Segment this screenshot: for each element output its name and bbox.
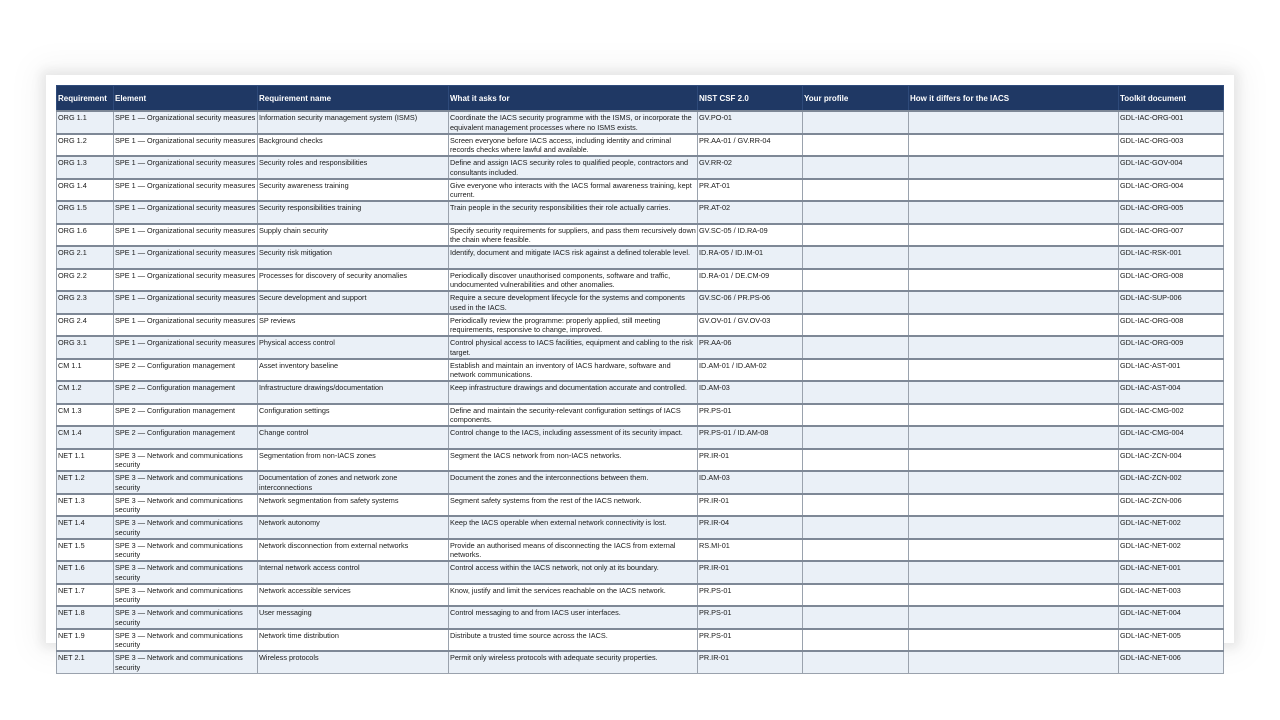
cell-your-profile[interactable] (803, 224, 909, 247)
cell-what-it-asks-for: Coordinate the IACS security programme with the ISMS, or incorporate the equivalent management processes where no ISMS exists. (449, 111, 698, 134)
header-what-it-asks-for: What it asks for (449, 86, 698, 112)
cell-requirement: NET 1.5 (57, 539, 114, 562)
table-row (57, 201, 1224, 224)
requirements-table (56, 85, 1224, 674)
table-row (57, 471, 1224, 494)
cell-requirement: ORG 2.4 (57, 314, 114, 337)
cell-toolkit-document: GDL-IAC-SUP-006 (1119, 291, 1224, 314)
table-row (57, 291, 1224, 314)
cell-element: SPE 2 — Configuration management (114, 359, 258, 382)
cell-nist-csf: PR.PS-01 (698, 606, 803, 629)
cell-element: SPE 1 — Organizational security measures (114, 314, 258, 337)
cell-toolkit-document: GDL-IAC-NET-002 (1119, 516, 1224, 539)
cell-how-it-differs[interactable] (909, 359, 1119, 382)
cell-what-it-asks-for: Require a secure development lifecycle for the systems and components used in the IACS. (449, 291, 698, 314)
cell-toolkit-document: GDL-IAC-ORG-004 (1119, 179, 1224, 202)
cell-what-it-asks-for: Define and maintain the security-relevant configuration settings of IACS components. (449, 404, 698, 427)
cell-requirement: ORG 1.5 (57, 201, 114, 224)
cell-nist-csf: ID.RA-05 / ID.IM-01 (698, 246, 803, 269)
cell-element: SPE 1 — Organizational security measures (114, 336, 258, 359)
cell-your-profile[interactable] (803, 179, 909, 202)
cell-requirement-name: Security responsibilities training (258, 201, 449, 224)
table-row (57, 629, 1224, 652)
cell-your-profile[interactable] (803, 111, 909, 134)
cell-what-it-asks-for: Document the zones and the interconnections between them. (449, 471, 698, 494)
table-row (57, 246, 1224, 269)
cell-your-profile[interactable] (803, 269, 909, 292)
cell-how-it-differs[interactable] (909, 381, 1119, 404)
cell-requirement-name: Internal network access control (258, 561, 449, 584)
cell-your-profile[interactable] (803, 404, 909, 427)
cell-your-profile[interactable] (803, 336, 909, 359)
table-row (57, 426, 1224, 449)
cell-how-it-differs[interactable] (909, 494, 1119, 517)
cell-toolkit-document: GDL-IAC-CMG-002 (1119, 404, 1224, 427)
table-row (57, 314, 1224, 337)
cell-your-profile[interactable] (803, 629, 909, 652)
cell-requirement-name: Security awareness training (258, 179, 449, 202)
cell-requirement-name: Physical access control (258, 336, 449, 359)
cell-toolkit-document: GDL-IAC-NET-004 (1119, 606, 1224, 629)
document-sheet (46, 75, 1234, 672)
header-nist-csf: NIST CSF 2.0 (698, 86, 803, 112)
cell-how-it-differs[interactable] (909, 561, 1119, 584)
cell-requirement: NET 1.7 (57, 584, 114, 607)
cell-requirement-name: SP reviews (258, 314, 449, 337)
cell-how-it-differs[interactable] (909, 471, 1119, 494)
cell-nist-csf: GV.SC-05 / ID.RA-09 (698, 224, 803, 247)
cell-how-it-differs[interactable] (909, 584, 1119, 607)
cell-nist-csf: GV.PO-01 (698, 111, 803, 134)
cell-requirement: NET 1.4 (57, 516, 114, 539)
cell-what-it-asks-for: Specify security requirements for suppliers, and pass them recursively down the chain where feasible. (450, 225, 696, 244)
cell-your-profile[interactable] (803, 381, 909, 404)
cell-what-it-asks-for: Periodically review the programme: properly applied, still meeting requirements, responsive to change, improved. (449, 314, 698, 337)
cell-nist-csf: PR.IR-01 (698, 449, 803, 472)
cell-nist-csf: GV.SC-06 / PR.PS-06 (698, 291, 803, 314)
cell-toolkit-document: GDL-IAC-ORG-008 (1119, 314, 1224, 337)
cell-your-profile[interactable] (803, 561, 909, 584)
cell-your-profile[interactable] (803, 584, 909, 607)
cell-toolkit-document: GDL-IAC-ORG-005 (1119, 201, 1224, 224)
cell-nist-csf: ID.AM-01 / ID.AM-02 (698, 359, 803, 382)
cell-your-profile[interactable] (803, 201, 909, 224)
cell-toolkit-document: GDL-IAC-NET-002 (1119, 539, 1224, 562)
cell-element: SPE 3 — Network and communications security (114, 539, 258, 562)
cell-how-it-differs[interactable] (909, 291, 1119, 314)
cell-requirement: ORG 1.2 (57, 134, 114, 157)
header-requirement-name: Requirement name (258, 86, 449, 112)
cell-toolkit-document: GDL-IAC-NET-006 (1119, 651, 1224, 673)
cell-how-it-differs[interactable] (909, 156, 1119, 179)
cell-what-it-asks-for: Train people in the security responsibilities their role actually carries. (449, 201, 698, 224)
cell-element: SPE 1 — Organizational security measures (114, 134, 258, 157)
cell-requirement-name: Secure development and support (258, 291, 449, 314)
cell-your-profile[interactable] (803, 494, 909, 517)
header-toolkit-document: Toolkit document (1119, 86, 1224, 112)
cell-nist-csf: ID.AM-03 (698, 381, 803, 404)
cell-your-profile[interactable] (803, 539, 909, 562)
cell-toolkit-document: GDL-IAC-ORG-008 (1119, 269, 1224, 292)
cell-requirement: ORG 2.2 (57, 269, 114, 292)
cell-toolkit-document: GDL-IAC-NET-005 (1119, 629, 1224, 652)
table-header (57, 86, 1224, 112)
cell-what-it-asks-for: Control messaging to and from IACS user interfaces. (449, 606, 698, 629)
cell-requirement: ORG 3.1 (57, 336, 114, 359)
cell-element: SPE 3 — Network and communications security (114, 471, 258, 494)
cell-requirement-name: Network time distribution (258, 629, 449, 652)
cell-nist-csf: PR.AT-01 (698, 179, 803, 202)
cell-requirement-name: Network accessible services (258, 584, 449, 607)
table-row (57, 156, 1224, 179)
cell-what-it-asks-for: Periodically discover unauthorised components, software and traffic, undocumented vulnerabilities and other anomalies. (449, 269, 698, 292)
cell-toolkit-document: GDL-IAC-ORG-003 (1119, 134, 1224, 157)
header-requirement: Requirement (57, 86, 114, 112)
cell-your-profile[interactable] (803, 651, 909, 673)
cell-toolkit-document: GDL-IAC-GOV-004 (1119, 156, 1224, 179)
table-row (57, 584, 1224, 607)
table-row (57, 606, 1224, 629)
cell-element: SPE 2 — Configuration management (114, 404, 258, 427)
cell-requirement: CM 1.1 (57, 359, 114, 382)
cell-toolkit-document: GDL-IAC-ZCN-004 (1119, 449, 1224, 472)
table-row (57, 539, 1224, 562)
table-row (57, 404, 1224, 427)
cell-nist-csf: ID.AM-03 (698, 471, 803, 494)
table-row (57, 134, 1224, 157)
cell-nist-csf: PR.IR-01 (698, 494, 803, 517)
cell-how-it-differs[interactable] (909, 224, 1119, 247)
cell-requirement: NET 1.6 (57, 561, 114, 584)
cell-element: SPE 3 — Network and communications security (114, 629, 258, 652)
cell-toolkit-document: GDL-IAC-ZCN-002 (1119, 471, 1224, 494)
cell-element: SPE 3 — Network and communications security (114, 449, 258, 472)
cell-requirement-name: Change control (258, 426, 449, 449)
cell-requirement: NET 1.3 (57, 494, 114, 517)
cell-how-it-differs[interactable] (909, 539, 1119, 562)
cell-nist-csf: PR.PS-01 / ID.AM-08 (698, 426, 803, 449)
cell-toolkit-document: GDL-IAC-CMG-004 (1119, 426, 1224, 449)
cell-requirement: CM 1.2 (57, 381, 114, 404)
cell-nist-csf: PR.AA-01 / GV.RR-04 (698, 134, 803, 157)
cell-requirement: CM 1.3 (57, 404, 114, 427)
table-row (57, 359, 1224, 382)
table-row (57, 561, 1224, 584)
cell-requirement: ORG 1.4 (57, 179, 114, 202)
cell-requirement-name: Network segmentation from safety systems (258, 494, 449, 517)
cell-requirement: ORG 2.3 (57, 291, 114, 314)
cell-requirement-name: Network disconnection from external networks (258, 539, 449, 562)
cell-how-it-differs[interactable] (909, 426, 1119, 449)
cell-your-profile[interactable] (803, 314, 909, 337)
cell-your-profile[interactable] (803, 606, 909, 629)
cell-toolkit-document: GDL-IAC-AST-004 (1119, 381, 1224, 404)
cell-element: SPE 3 — Network and communications security (114, 561, 258, 584)
cell-nist-csf: ID.RA-01 / DE.CM-09 (698, 269, 803, 292)
table-body (57, 111, 1224, 673)
cell-your-profile[interactable] (803, 291, 909, 314)
cell-requirement: NET 2.1 (57, 651, 114, 673)
cell-what-it-asks-for: Segment the IACS network from non-IACS networks. (449, 449, 698, 472)
cell-how-it-differs[interactable] (909, 134, 1119, 157)
cell-how-it-differs[interactable] (909, 269, 1119, 292)
cell-requirement-name: Segmentation from non-IACS zones (258, 449, 449, 472)
cell-requirement: CM 1.4 (57, 426, 114, 449)
cell-what-it-asks-for: Screen everyone before IACS access, including identity and criminal records checks where lawful and available. (449, 134, 698, 157)
cell-your-profile[interactable] (803, 134, 909, 157)
cell-how-it-differs[interactable] (909, 651, 1119, 673)
cell-how-it-differs[interactable] (909, 336, 1119, 359)
cell-toolkit-document: GDL-IAC-NET-003 (1119, 584, 1224, 607)
cell-your-profile[interactable] (803, 516, 909, 539)
cell-requirement: ORG 1.1 (57, 111, 114, 134)
cell-your-profile[interactable] (803, 359, 909, 382)
header-your-profile: Your profile (803, 86, 909, 112)
cell-element: SPE 1 — Organizational security measures (114, 246, 258, 269)
cell-element: SPE 3 — Network and communications security (114, 606, 258, 629)
cell-toolkit-document: GDL-IAC-ORG-007 (1119, 224, 1224, 247)
cell-requirement: NET 1.8 (57, 606, 114, 629)
cell-toolkit-document: GDL-IAC-ZCN-006 (1119, 494, 1224, 517)
cell-what-it-asks-for: Keep infrastructure drawings and documentation accurate and controlled. (449, 381, 698, 404)
cell-nist-csf: PR.AT-02 (698, 201, 803, 224)
cell-requirement: NET 1.9 (57, 629, 114, 652)
table-row (57, 111, 1224, 134)
cell-how-it-differs[interactable] (909, 179, 1119, 202)
cell-element: SPE 1 — Organizational security measures (114, 224, 258, 247)
table-row (57, 651, 1224, 673)
cell-requirement-name: Network autonomy (258, 516, 449, 539)
cell-your-profile[interactable] (803, 426, 909, 449)
cell-element: SPE 2 — Configuration management (114, 426, 258, 449)
table-row (57, 449, 1224, 472)
cell-element: SPE 1 — Organizational security measures (114, 201, 258, 224)
header-row (57, 86, 1224, 112)
cell-nist-csf: PR.IR-01 (698, 561, 803, 584)
cell-element: SPE 1 — Organizational security measures (114, 156, 258, 179)
table-row (57, 224, 1224, 247)
cell-toolkit-document: GDL-IAC-NET-001 (1119, 561, 1224, 584)
cell-how-it-differs[interactable] (909, 404, 1119, 427)
cell-your-profile[interactable] (803, 246, 909, 269)
cell-what-it-asks-for: Keep the IACS operable when external network connectivity is lost. (449, 516, 698, 539)
cell-your-profile[interactable] (803, 449, 909, 472)
table-row (57, 269, 1224, 292)
cell-how-it-differs[interactable] (909, 516, 1119, 539)
cell-element: SPE 3 — Network and communications security (114, 516, 258, 539)
table-row (57, 336, 1224, 359)
table-row (57, 494, 1224, 517)
cell-nist-csf: PR.IR-01 (698, 651, 803, 673)
cell-what-it-asks-for: Permit only wireless protocols with adequate security properties. (449, 651, 698, 673)
cell-requirement-name: User messaging (258, 606, 449, 629)
header-element: Element (114, 86, 258, 112)
cell-requirement-name: Supply chain security (258, 224, 449, 247)
cell-toolkit-document: GDL-IAC-ORG-001 (1119, 111, 1224, 134)
cell-requirement-name: Security roles and responsibilities (258, 156, 449, 179)
cell-what-it-asks-for: Segment safety systems from the rest of the IACS network. (449, 494, 698, 517)
cell-element: SPE 2 — Configuration management (114, 381, 258, 404)
cell-element: SPE 3 — Network and communications security (114, 494, 258, 517)
cell-what-it-asks-for: Provide an authorised means of disconnecting the IACS from external networks. (449, 539, 698, 562)
cell-how-it-differs[interactable] (909, 629, 1119, 652)
cell-toolkit-document: GDL-IAC-AST-001 (1119, 359, 1224, 382)
cell-your-profile[interactable] (803, 471, 909, 494)
cell-nist-csf: GV.RR-02 (698, 156, 803, 179)
cell-element: SPE 1 — Organizational security measures (114, 291, 258, 314)
cell-what-it-asks-for: Control access within the IACS network, not only at its boundary. (449, 561, 698, 584)
cell-how-it-differs[interactable] (909, 314, 1119, 337)
cell-what-it-asks-for: Know, justify and limit the services reachable on the IACS network. (449, 584, 698, 607)
cell-requirement-name: Configuration settings (258, 404, 449, 427)
cell-nist-csf: PR.IR-04 (698, 516, 803, 539)
cell-what-it-asks-for: Identify, document and mitigate IACS risk against a defined tolerable level. (449, 246, 698, 269)
cell-requirement-name: Information security management system (ISMS) (258, 111, 449, 134)
cell-what-it-asks-for: Control physical access to IACS facilities, equipment and cabling to the risk target. (449, 336, 698, 359)
cell-nist-csf: PR.PS-01 (698, 584, 803, 607)
cell-how-it-differs[interactable] (909, 246, 1119, 269)
cell-what-it-asks-for: Define and assign IACS security roles to qualified people, contractors and consultants included. (449, 156, 698, 179)
table-row (57, 179, 1224, 202)
cell-how-it-differs[interactable] (909, 606, 1119, 629)
cell-requirement: ORG 1.6 (57, 224, 114, 247)
cell-element: SPE 1 — Organizational security measures (114, 269, 258, 292)
cell-requirement-name: Infrastructure drawings/documentation (258, 381, 449, 404)
cell-requirement-name: Processes for discovery of security anomalies (258, 269, 449, 292)
cell-element: SPE 3 — Network and communications security (114, 584, 258, 607)
cell-element: SPE 1 — Organizational security measures (114, 179, 258, 202)
cell-requirement: NET 1.1 (57, 449, 114, 472)
cell-how-it-differs[interactable] (909, 201, 1119, 224)
cell-what-it-asks-for: Give everyone who interacts with the IACS formal awareness training, kept current. (449, 179, 698, 202)
cell-what-it-asks-for: Establish and maintain an inventory of IACS hardware, software and network communications. (449, 359, 698, 382)
cell-your-profile[interactable] (803, 156, 909, 179)
header-how-it-differs: How it differs for the IACS (909, 86, 1119, 112)
cell-how-it-differs[interactable] (909, 111, 1119, 134)
cell-toolkit-document: GDL-IAC-RSK-001 (1119, 246, 1224, 269)
table-row (57, 516, 1224, 539)
cell-nist-csf: PR.AA-06 (698, 336, 803, 359)
cell-nist-csf: GV.OV-01 / GV.OV-03 (698, 314, 803, 337)
cell-nist-csf: PR.PS-01 (698, 629, 803, 652)
cell-toolkit-document: GDL-IAC-ORG-009 (1119, 336, 1224, 359)
cell-what-it-asks-for: Control change to the IACS, including assessment of its security impact. (449, 426, 698, 449)
cell-requirement-name: Background checks (258, 134, 449, 157)
cell-requirement-name: Asset inventory baseline (258, 359, 449, 382)
cell-requirement: ORG 2.1 (57, 246, 114, 269)
cell-requirement-name: Security risk mitigation (258, 246, 449, 269)
cell-how-it-differs[interactable] (909, 449, 1119, 472)
cell-nist-csf: PR.PS-01 (698, 404, 803, 427)
cell-requirement-name: Documentation of zones and network zone interconnections (258, 471, 449, 494)
cell-what-it-asks-for: Distribute a trusted time source across the IACS. (449, 629, 698, 652)
cell-nist-csf: RS.MI-01 (698, 539, 803, 562)
cell-element: SPE 3 — Network and communications security (114, 651, 258, 673)
cell-requirement: NET 1.2 (57, 471, 114, 494)
cell-requirement: ORG 1.3 (57, 156, 114, 179)
cell-element: SPE 1 — Organizational security measures (114, 111, 258, 134)
cell-requirement-name: Wireless protocols (258, 651, 449, 673)
table-row (57, 381, 1224, 404)
